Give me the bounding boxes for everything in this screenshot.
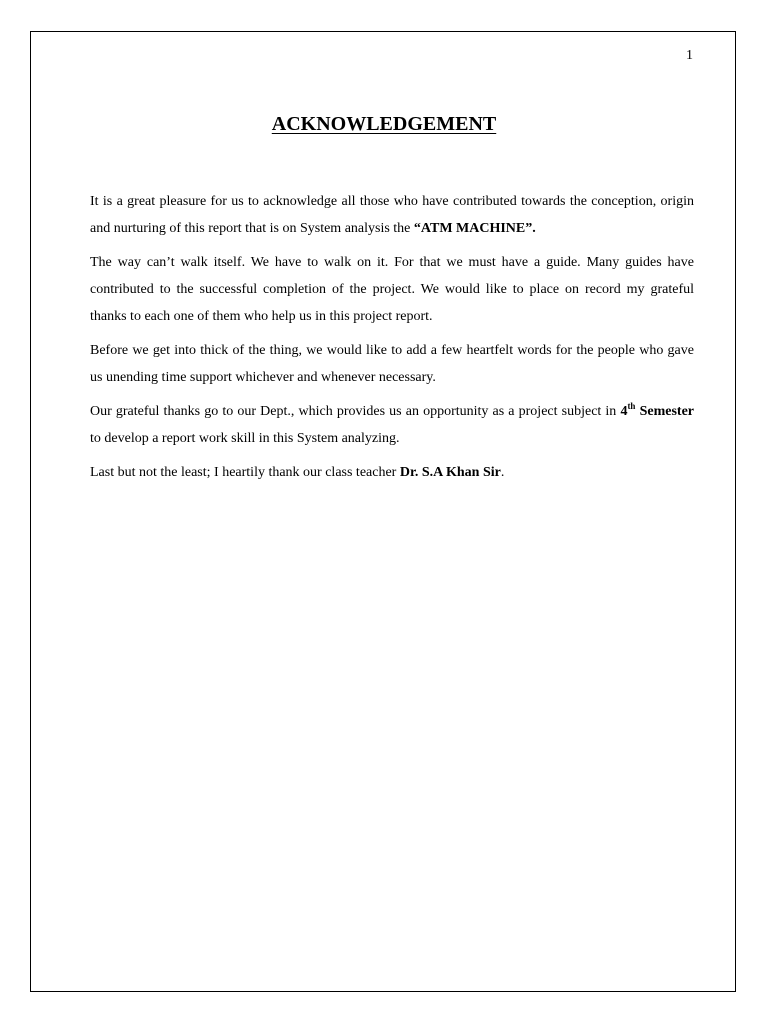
teacher-name: Dr. S.A Khan Sir — [399, 465, 501, 480]
paragraph-4-text-after: to develop a report work skill in this System analyzing. — [90, 431, 400, 446]
paragraph-5-text-after: . — [500, 465, 505, 480]
paragraph-3-text: Before we get into thick of the thing, we would like to add a few heartfelt words for the people who gave us unending time support whichever and whenever necessary. — [90, 343, 694, 385]
paragraph-5 — [90, 459, 694, 486]
paragraph-5-text-before: Last but not the least; I heartily thank our class teacher — [90, 465, 400, 480]
project-name: “ATM MACHINE”. — [413, 221, 536, 236]
semester-word: Semester — [635, 404, 694, 419]
semester-number: 4 — [620, 404, 628, 419]
paragraph-4 — [90, 398, 694, 452]
acknowledgement-body — [90, 188, 694, 493]
paragraph-3 — [90, 337, 694, 391]
paragraph-4-text-before: Our grateful thanks go to our Dept., which provides us an opportunity as a project subject in — [90, 404, 621, 419]
semester-ordinal-suffix: th — [627, 401, 636, 411]
paragraph-2 — [90, 249, 694, 330]
paragraph-1-text: It is a great pleasure for us to acknowledge all those who have contributed towards the conception, origin and nurturing of this report that is on System analysis the — [90, 194, 694, 236]
page-number: 1 — [686, 48, 693, 63]
page-border — [30, 31, 736, 992]
page-title: ACKNOWLEDGEMENT — [271, 113, 497, 135]
paragraph-2-text: The way can’t walk itself. We have to walk on it. For that we must have a guide. Many guides have contributed to the successful completion of the project. We would like to place on record my grateful thanks to each one of them who help us in this project report. — [90, 255, 694, 324]
paragraph-1 — [90, 188, 694, 242]
